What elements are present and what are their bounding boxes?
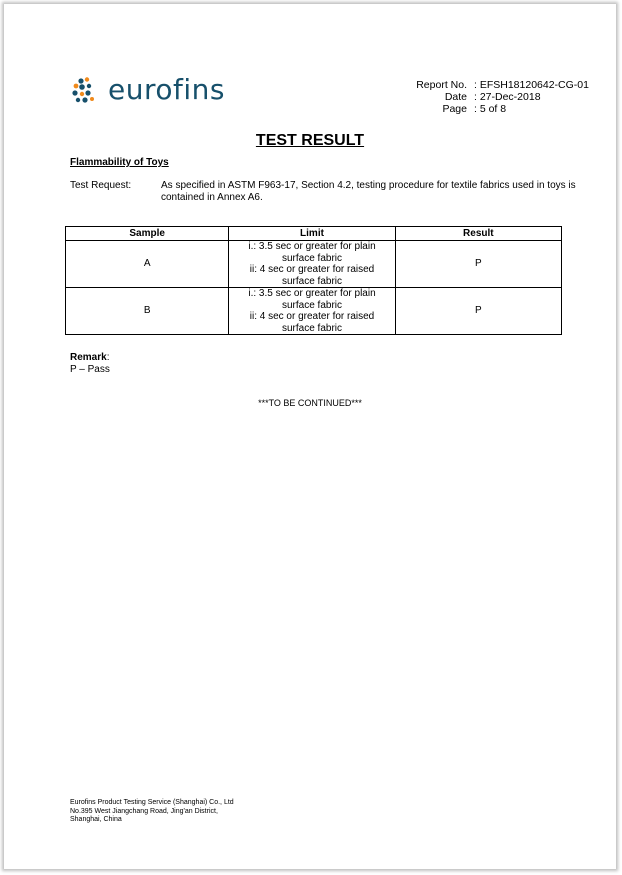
table-header-row (66, 227, 562, 241)
sample-cell: B (66, 288, 229, 335)
section-title: Flammability of Toys (70, 157, 169, 168)
report-no-value: : EFSH18120642-CG-01 (474, 79, 589, 91)
page-label: Page (442, 103, 467, 115)
footer-address (70, 799, 234, 825)
footer-line: No.395 West Jiangchang Road, Jing'an District, (70, 807, 218, 815)
test-request-label: Test Request: (70, 180, 132, 191)
limit-line: surface fabric (281, 322, 343, 334)
document-page (4, 4, 616, 869)
column-header-sample: Sample (66, 227, 229, 241)
remark-label (70, 352, 109, 363)
limit-line: surface fabric (281, 275, 343, 287)
sample-cell: A (66, 241, 229, 288)
column-header-limit: Limit (229, 227, 395, 241)
date-label: Date (444, 91, 467, 103)
limit-line: i.: 3.5 sec or greater for plain (248, 288, 376, 299)
limit-line: ii: 4 sec or greater for raised (249, 311, 375, 322)
limit-line: surface fabric (281, 252, 343, 264)
footer-line: Eurofins Product Testing Service (Shanghai) Co., Ltd (70, 799, 234, 806)
continued-note: ***TO BE CONTINUED*** (258, 398, 362, 408)
limit-cell (229, 288, 395, 335)
limit-line: i.: 3.5 sec or greater for plain (248, 241, 376, 252)
result-cell: P (395, 288, 561, 335)
test-request-text: As specified in ASTM F963-17, Section 4.2, testing procedure for textile fabrics used in toys is contained in Annex A6. (161, 180, 576, 203)
report-no-label: Report No. (416, 79, 467, 91)
result-cell: P (395, 241, 561, 288)
eurofins-logo-icon (72, 76, 104, 106)
page-title: TEST RESULT (255, 132, 365, 149)
table-row (66, 241, 562, 288)
limit-line: ii: 4 sec or greater for raised (249, 264, 375, 275)
results-table (65, 226, 562, 335)
eurofins-logo (72, 73, 225, 106)
remark-text: P – Pass (70, 364, 110, 375)
limit-line: surface fabric (281, 299, 343, 311)
date-value: : 27-Dec-2018 (474, 91, 541, 103)
remark-label-text: Remark (70, 352, 107, 363)
footer-line: Shanghai, China (70, 816, 122, 823)
limit-cell (229, 241, 395, 288)
column-header-result: Result (395, 227, 561, 241)
remark-colon: : (106, 352, 110, 363)
logo-wordmark: eurofins (108, 73, 225, 106)
table-row (66, 288, 562, 335)
page-value: : 5 of 8 (474, 103, 507, 115)
